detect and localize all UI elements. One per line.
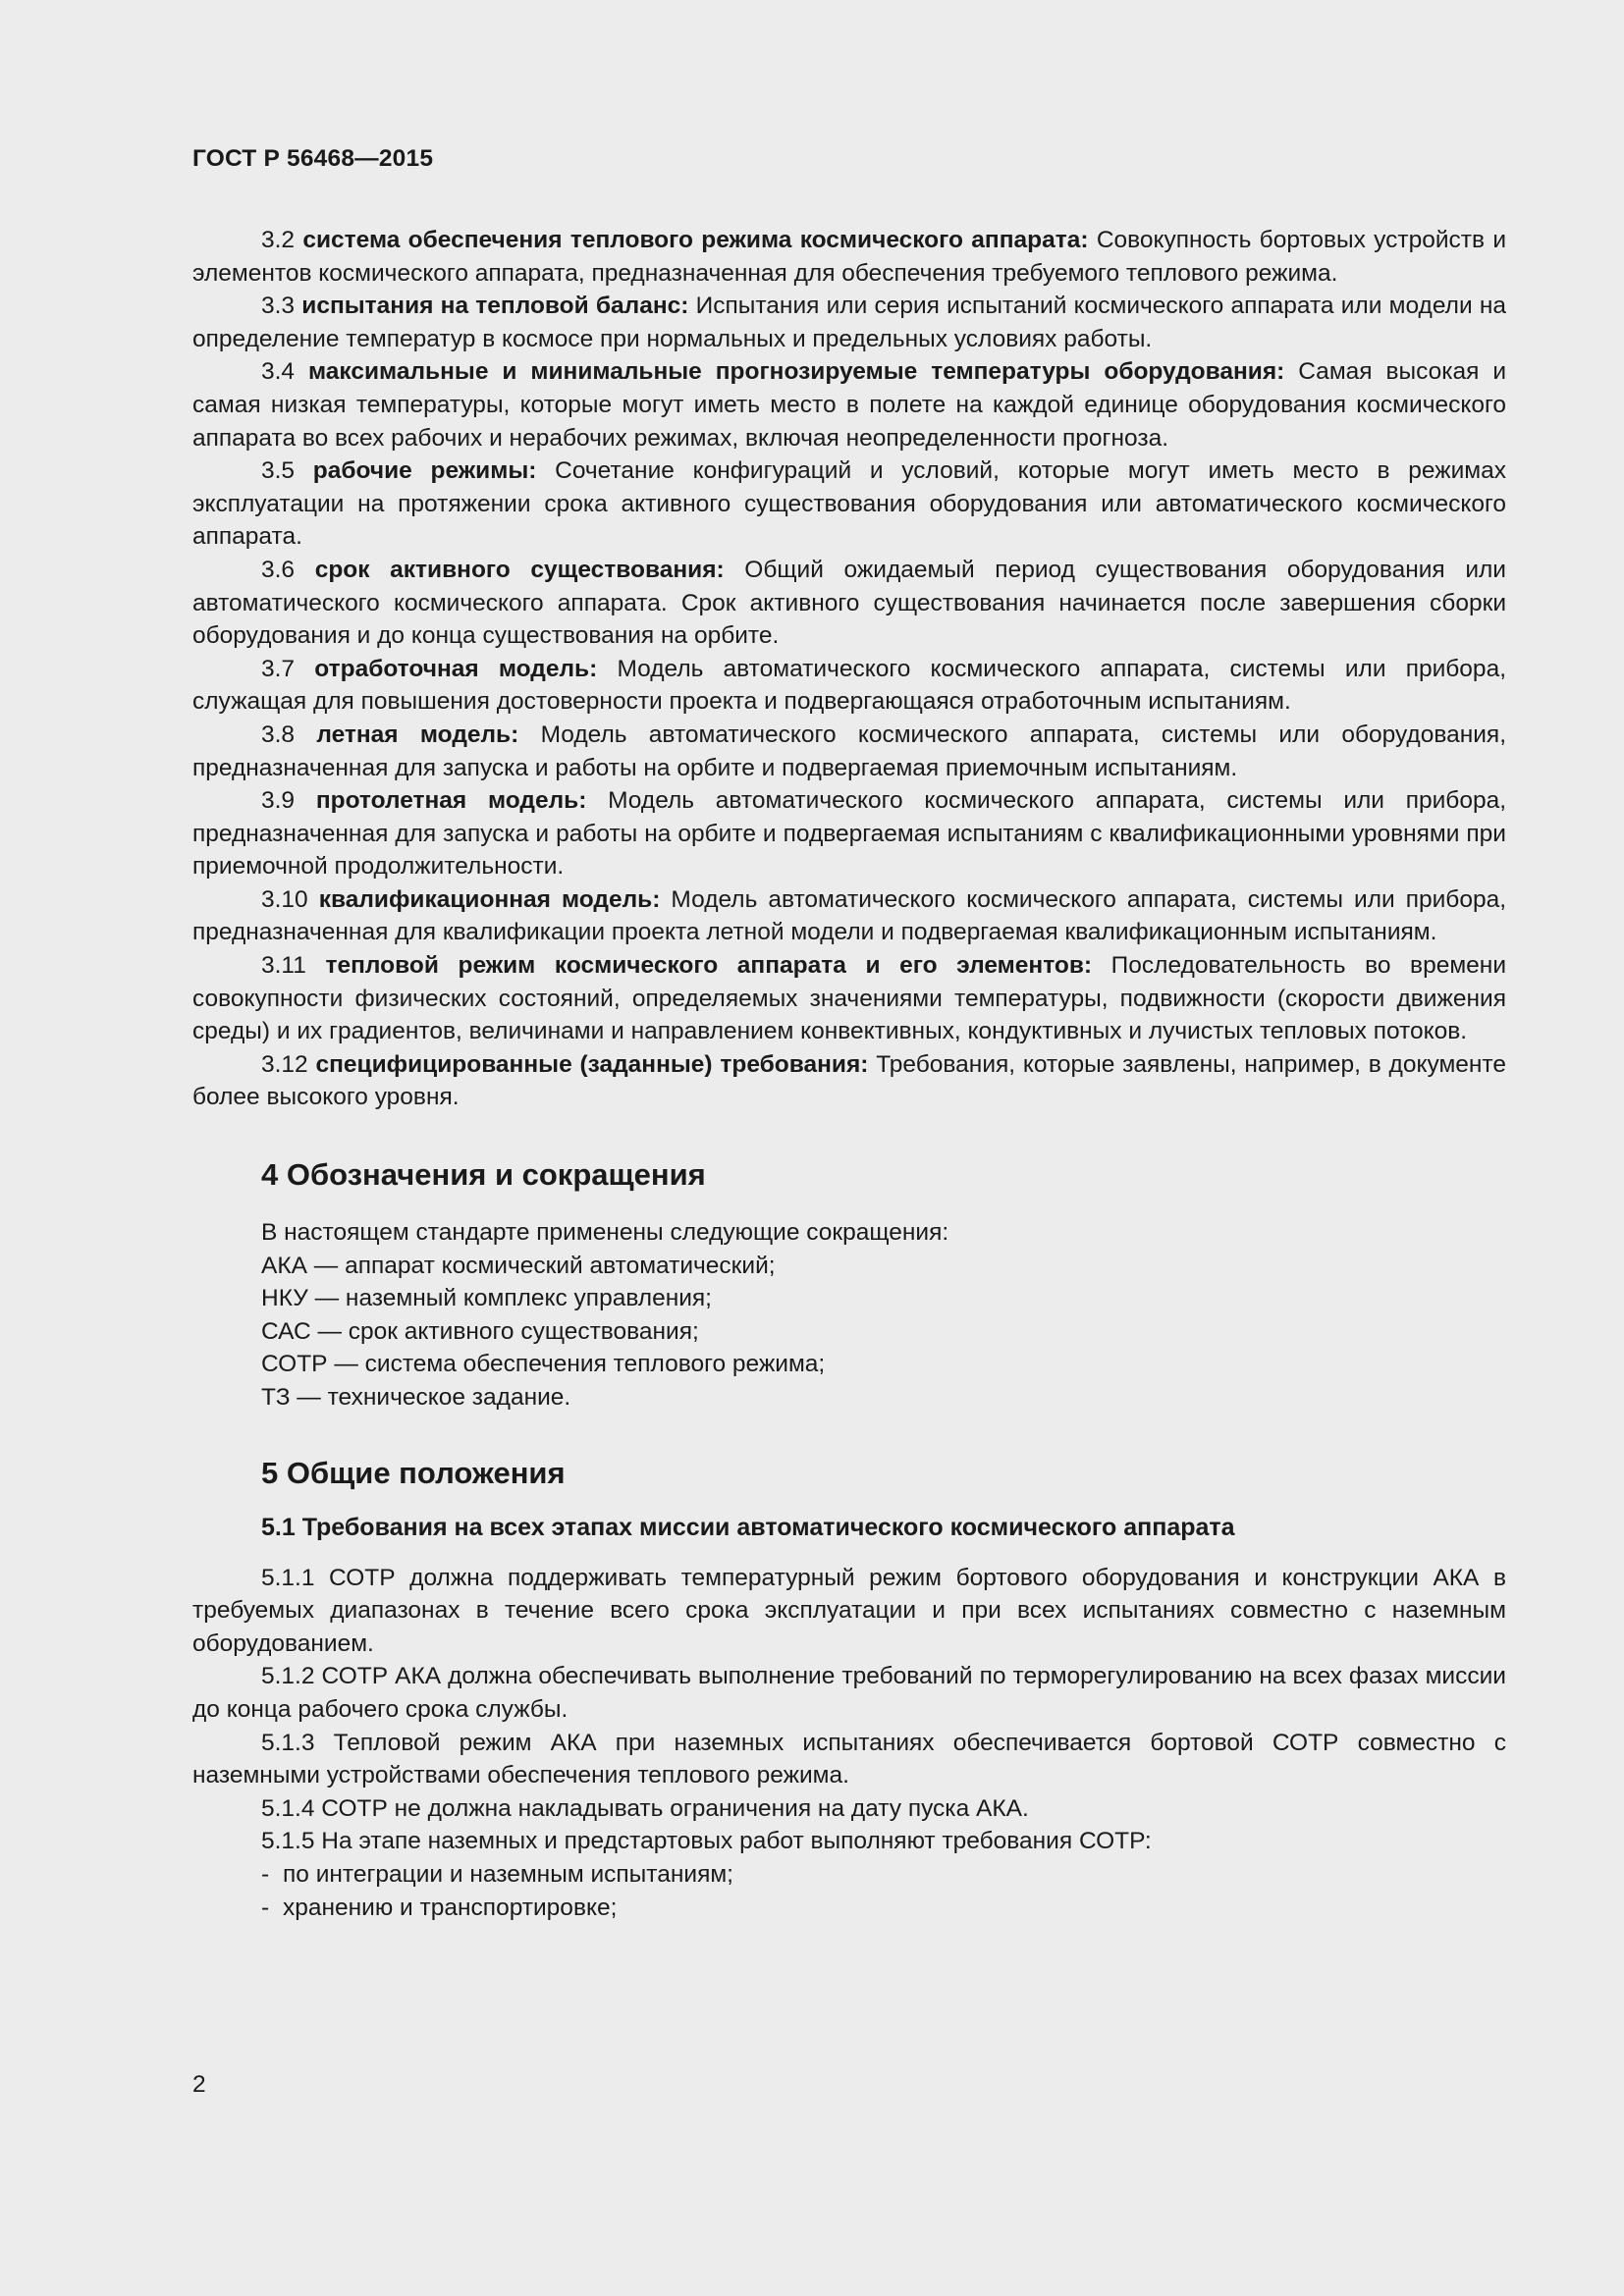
term-number: 3.10: [261, 885, 308, 913]
term-definition: Модель автоматического космического аппарата, системы или прибора, служащая для повышения достоверности проекта и подвергающаяся отработочным испытаниям.: [192, 655, 1506, 716]
term-definition: Последовательность во времени совокупности физических состояний, определяемых значениями температуры, подвижности (скорости движения среды) и их градиентов, величинами и направлением конвективных, кондуктивных и лучистых тепловых потоков.: [192, 952, 1507, 1045]
term-number: 3.5: [261, 457, 296, 485]
term-paragraph: [192, 949, 1506, 1048]
term-paragraph: [192, 554, 1506, 653]
term-definition: Модель автоматического космического аппарата, системы или оборудования, предназначенная для запуска и работы на орбите и подвергаемая приемочным испытаниям.: [192, 721, 1506, 781]
section-4-heading: 4 Обозначения и сокращения: [261, 1157, 706, 1193]
term-number: 3.4: [261, 358, 296, 386]
term-paragraph: [192, 883, 1506, 949]
term-number: 3.9: [261, 787, 296, 815]
term-name: срок активного существования:: [314, 556, 725, 583]
abbreviation-item: САС — срок активного существования;: [261, 1317, 699, 1345]
term-name: система обеспечения теплового режима космического аппарата:: [302, 227, 1089, 253]
term-definition: Сочетание конфигураций и условий, которые могут иметь место в режимах эксплуатации на протяжении срока активного существования оборудования или автоматического космического аппарата.: [192, 457, 1507, 551]
term-number: 3.3: [261, 293, 296, 320]
dash-list-item: [192, 1892, 1506, 1925]
page-number: 2: [192, 2071, 206, 2098]
term-definition: Испытания или серия испытаний космического аппарата или модели на определение температур в космосе при нормальных и предельных условиях работы.: [192, 293, 1506, 352]
term-number: 3.11: [261, 952, 306, 980]
document-body: [192, 224, 1506, 1924]
term-name: рабочие режимы:: [312, 457, 537, 485]
dash-marker: -: [261, 1860, 270, 1888]
term-definition: Самая высокая и самая низкая температуры, которые могут иметь место в полете на каждой единице оборудования космического аппарата во всех рабочих и нерабочих режимах, включая неопределенности прогноза.: [192, 358, 1507, 452]
clause-paragraph: 5.1.5 На этапе наземных и предстартовых работ выполняют требования СОТР:: [261, 1828, 1152, 1855]
abbreviation-item: НКУ — наземный комплекс управления;: [261, 1285, 712, 1312]
term-paragraph: [192, 653, 1506, 719]
term-paragraph: [192, 355, 1506, 454]
section-5-heading: 5 Общие положения: [261, 1455, 566, 1490]
term-number: 3.12: [261, 1050, 308, 1078]
clause-paragraph: 5.1.4 СОТР не должна накладывать ограничения на дату пуска АКА.: [261, 1794, 1029, 1822]
term-paragraph: [192, 224, 1506, 290]
term-definition: Модель автоматического космического аппарата, системы или прибора, предназначенная для запуска и работы на орбите и подвергаемая испытаниям с квалификационными уровнями при приемочной продолжительности.: [192, 787, 1507, 881]
term-number: 3.8: [261, 721, 296, 748]
abbreviations-intro: В настоящем стандарте применены следующие сокращения:: [261, 1219, 949, 1247]
term-definition: Совокупность бортовых устройств и элементов космического аппарата, предназначенная для обеспечения требуемого теплового режима.: [192, 227, 1507, 287]
term-name: летная модель:: [316, 721, 519, 748]
term-definition: Общий ожидаемый период существования оборудования или автоматического космического аппарата. Срок активного существования начинается после завершения сборки оборудования и до конца существования на орбите.: [192, 556, 1506, 650]
term-name: специфицированные (заданные) требования:: [315, 1050, 869, 1078]
term-paragraph: [192, 290, 1506, 355]
term-number: 3.7: [261, 655, 296, 682]
term-name: квалификационная модель:: [318, 885, 661, 913]
clause-paragraph: 5.1.2 СОТР АКА должна обеспечивать выполнение требований по терморегулированию на всех фазах миссии до конца рабочего срока службы.: [192, 1663, 1506, 1723]
term-name: отработочная модель:: [314, 655, 598, 682]
dash-marker: -: [261, 1894, 270, 1921]
dash-list-item: [192, 1858, 1506, 1892]
dash-item-text: хранению и транспортировке;: [283, 1894, 618, 1921]
term-name: протолетная модель:: [315, 787, 587, 815]
dash-item-text: по интеграции и наземным испытаниям;: [283, 1860, 733, 1888]
clause-paragraph: 5.1.1 СОТР должна поддерживать температурный режим бортового оборудования и конструкции АКА в требуемых диапазонах в течение всего срока эксплуатации и при всех испытаниях совместно с наземным оборудованием.: [192, 1564, 1506, 1657]
term-name: тепловой режим космического аппарата и его элементов:: [325, 952, 1093, 980]
term-number: 3.6: [261, 556, 296, 583]
term-paragraph: [192, 784, 1506, 883]
abbreviation-item: ТЗ — техническое задание.: [261, 1384, 571, 1411]
document-code-header: ГОСТ Р 56468—2015: [192, 145, 434, 172]
term-number: 3.2: [261, 227, 296, 253]
abbreviation-item: АКА — аппарат космический автоматический;: [261, 1252, 776, 1279]
term-paragraph: [192, 454, 1506, 554]
term-paragraph: [192, 1048, 1506, 1114]
term-definition: Требования, которые заявлены, например, в документе более высокого уровня.: [192, 1050, 1507, 1111]
term-definition: Модель автоматического космического аппарата, системы или прибора, предназначенная для квалификации проекта летной модели и подвергаемая квалификационным испытаниям.: [192, 885, 1507, 946]
abbreviation-item: СОТР — система обеспечения теплового режима;: [261, 1351, 826, 1378]
term-name: максимальные и минимальные прогнозируемые температуры оборудования:: [308, 358, 1285, 386]
subsection-5-1-heading: 5.1 Требования на всех этапах миссии автоматического космического аппарата: [261, 1513, 1235, 1541]
term-name: испытания на тепловой баланс:: [301, 293, 689, 320]
term-paragraph: [192, 719, 1506, 784]
clause-paragraph: 5.1.3 Тепловой режим АКА при наземных испытаниях обеспечивается бортовой СОТР совместно с наземными устройствами обеспечения теплового режима.: [192, 1729, 1506, 1789]
